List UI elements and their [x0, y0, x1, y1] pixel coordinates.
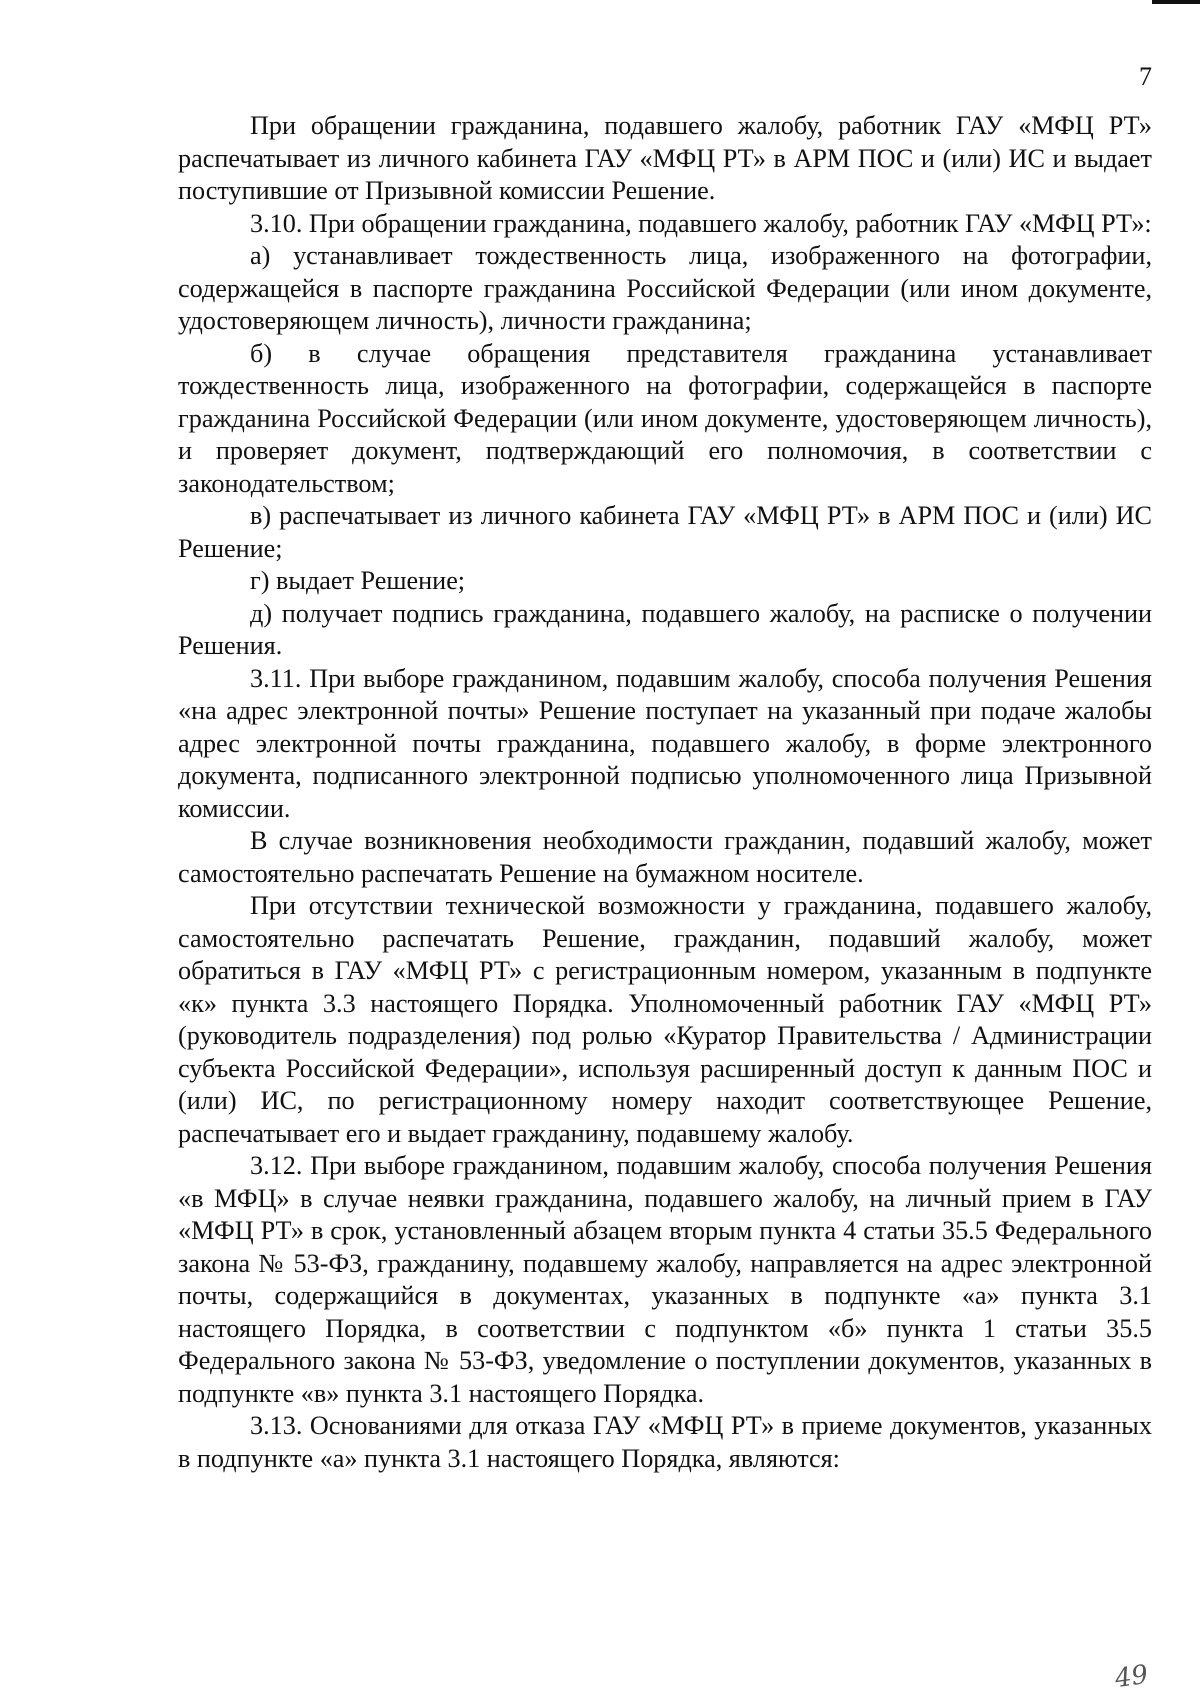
- paragraph-3-10-v: в) распечатывает из личного кабинета ГАУ «МФЦ РТ» в АРМ ПОС и (или) ИС Решение;: [178, 501, 1152, 563]
- paragraph-3-10-d: д) получает подпись гражданина, подавшего жалобу, на расписке о получении Решения.: [178, 598, 1152, 660]
- page-number: 7: [1139, 62, 1152, 91]
- document-body: [178, 110, 1152, 1475]
- paragraph-3-10: 3.10. При обращении гражданина, подавшего жалобу, работник ГАУ «МФЦ РТ»:: [250, 208, 1152, 238]
- scan-corner-mark: [1152, 0, 1200, 4]
- paragraph-self-print: В случае возникновения необходимости гражданин, подавший жалобу, может самостоятельно распечатать Решение на бумажном носителе.: [178, 826, 1152, 888]
- paragraph-3-10-g: г) выдает Решение;: [250, 566, 466, 595]
- paragraph-3-13: 3.13. Основаниями для отказа ГАУ «МФЦ РТ» в приеме документов, указанных в подпункте «а» пункта 3.1 настоящего Порядка, являются:: [178, 1411, 1152, 1473]
- paragraph-no-technical-possibility: При отсутствии технической возможности у гражданина, подавшего жалобу, самостоятельно распечатать Решение, гражданин, подавший жалобу, может обратиться в ГАУ «МФЦ РТ» с регистрационным номером, указанным в подпункте «к» пункта 3.3 настоящего Порядка. Уполномоченный работник ГАУ «МФЦ РТ» (руководитель подразделения) под ролью «Куратор Правительства / Администрации субъекта Российской Федерации», используя расширенный доступ к данным ПОС и (или) ИС, по регистрационному номеру находит соответствующее Решение, распечатывает его и выдает гражданину, подавшему жалобу.: [178, 891, 1152, 1148]
- paragraph-issue-decision: При обращении гражданина, подавшего жалобу, работник ГАУ «МФЦ РТ» распечатывает из личного кабинета ГАУ «МФЦ РТ» в АРМ ПОС и (или) ИС и выдает поступившие от Призывной комиссии Решение.: [178, 111, 1152, 205]
- paragraph-3-10-a: а) устанавливает тождественность лица, изображенного на фотографии, содержащейся в паспорте гражданина Российской Федерации (или ином документе, удостоверяющем личность), личности гражданина;: [178, 241, 1152, 335]
- handwritten-page-mark: 49: [1112, 1659, 1150, 1695]
- paragraph-3-10-b: б) в случае обращения представителя гражданина устанавливает тождественность лица, изображенного на фотографии, содержащейся в паспорте гражданина Российской Федерации (или ином документе, удостоверяющем личность), и проверяет документ, подтверждающий его полномочия, в соответствии с законодательством;: [178, 338, 1152, 498]
- paragraph-3-12: 3.12. При выборе гражданином, подавшим жалобу, способа получения Решения «в МФЦ» в случае неявки гражданина, подавшего жалобу, на личный прием в ГАУ «МФЦ РТ» в срок, установленный абзацем вторым пункта 4 статьи 35.5 Федерального закона № 53-ФЗ, гражданину, подавшему жалобу, направляется на адрес электронной почты, содержащийся в документах, указанных в подпункте «а» пункта 3.1 настоящего Порядка, в соответствии с подпунктом «б» пункта 1 статьи 35.5 Федерального закона № 53-ФЗ, уведомление о поступлении документов, указанных в подпункте «в» пункта 3.1 настоящего Порядка.: [178, 1151, 1152, 1408]
- paragraph-3-11: 3.11. При выборе гражданином, подавшим жалобу, способа получения Решения «на адрес электронной почты» Решение поступает на указанный при подаче жалобы адрес электронной почты гражданина, подавшего жалобу, в форме электронного документа, подписанного электронной подписью уполномоченного лица Призывной комиссии.: [178, 663, 1152, 823]
